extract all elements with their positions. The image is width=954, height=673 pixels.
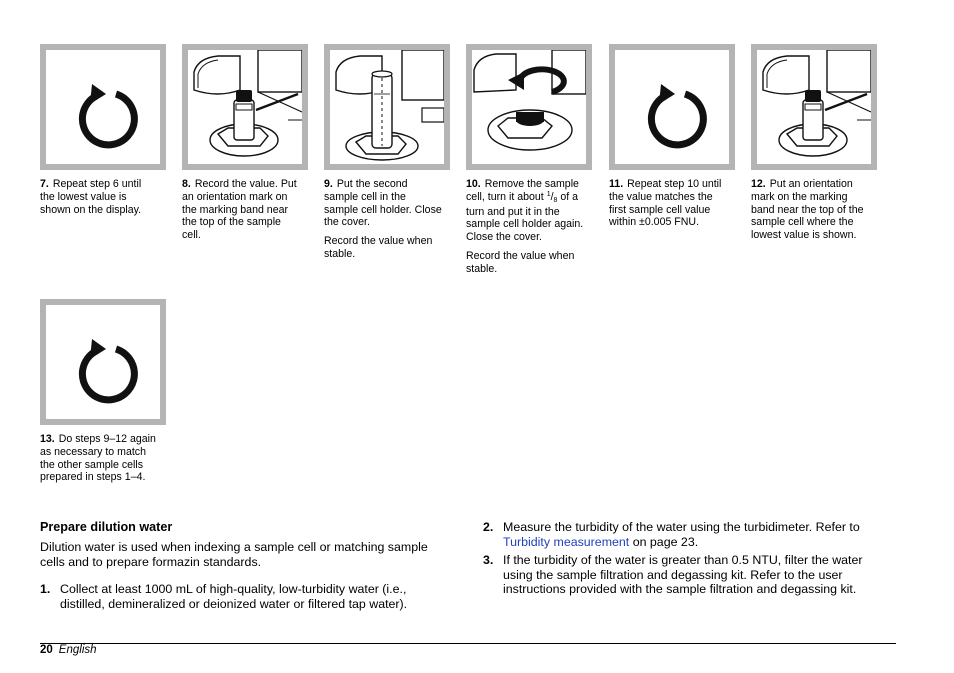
list-item-number: 1.: [40, 582, 51, 596]
step-8-caption: 8. Record the value. Put an orientation mark on the marking band near the top of the sample cell.: [182, 178, 297, 242]
step-12: [751, 44, 877, 242]
step-11-caption: 11. Repeat step 10 until the value matches the first sample cell value within ±0.005 FNU.: [609, 178, 722, 229]
turbidity-measurement-link[interactable]: Turbidity measurement: [503, 534, 630, 549]
repeat-icon: [46, 50, 160, 164]
step-13: [40, 299, 166, 484]
step-8-image: [182, 44, 308, 170]
page-number: 20: [40, 644, 53, 656]
step-11-image: [609, 44, 735, 170]
list-item-3: [483, 553, 895, 597]
repeat-icon: [615, 50, 729, 164]
step-7-caption: 7. Repeat step 6 until the lowest value is shown on the display.: [40, 178, 142, 216]
footer-language: English: [58, 644, 97, 656]
list-item-text: If the turbidity of the water is greater than 0.5 NTU, filter the water using the sample filtration and degassing kit. Refer to the user instructions provided with the sample filtration and degassing kit.: [503, 553, 863, 597]
step-9-image: [324, 44, 450, 170]
insert-cell-illustration: [330, 50, 444, 164]
section-heading: Prepare dilution water: [40, 520, 173, 534]
step-9-caption: 9. Put the second sample cell in the sample cell holder. Close the cover. Record the value when stable.: [324, 178, 442, 260]
section-intro: Dilution water is used when indexing a sample cell or matching sample cells and to prepare formazin standards.: [40, 540, 428, 569]
footer-rule: [40, 643, 896, 644]
list-item-1: [40, 582, 440, 611]
orientation-mark-illustration: [757, 50, 871, 164]
step-8: [182, 44, 308, 242]
step-10-image: [466, 44, 592, 170]
step-11: [609, 44, 735, 229]
list-item-text: Collect at least 1000 mL of high-quality, low-turbidity water (i.e., distilled, demineralized or deionized water or filtered tap water).: [60, 582, 408, 611]
step-13-image: [40, 299, 166, 425]
step-7-image: [40, 44, 166, 170]
step-7: [40, 44, 166, 216]
step-10: [466, 44, 592, 276]
list-item-number: 3.: [483, 553, 494, 567]
step-13-caption: 13. Do steps 9–12 again as necessary to match the other sample cells prepared in steps 1–4.: [40, 433, 156, 484]
rotate-cell-illustration: [472, 50, 586, 164]
list-item-number: 2.: [483, 520, 494, 534]
step-12-caption: 12. Put an orientation mark on the marking band near the top of the sample cell where the lowest value is shown.: [751, 178, 864, 242]
repeat-icon: [46, 305, 160, 419]
step-9: [324, 44, 450, 261]
record-value-illustration: [188, 50, 302, 164]
list-item-2: [483, 520, 895, 549]
list-item-text: Measure the turbidity of the water using the turbidimeter. Refer to Turbidity measurement on page 23.: [503, 520, 860, 549]
step-12-image: [751, 44, 877, 170]
step-10-caption: 10. Remove the sample cell, turn it about $^1$/8 of a turn and put it in the sample cell holder again. Close the cover. Record the value when stable.: [466, 178, 584, 275]
footer: [40, 644, 97, 656]
